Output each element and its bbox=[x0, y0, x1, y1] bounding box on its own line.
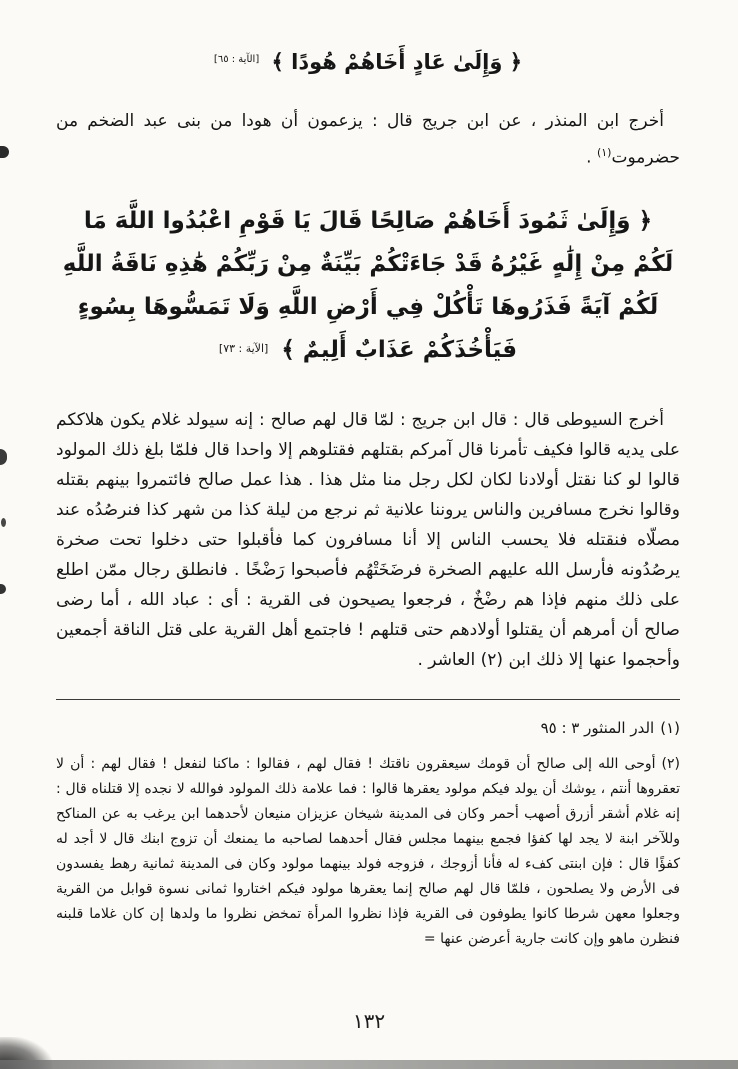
header-verse bbox=[56, 50, 680, 74]
intro-ending: . bbox=[586, 147, 597, 168]
quran-passage bbox=[56, 200, 680, 375]
scan-edge-shadow bbox=[0, 1060, 738, 1069]
narration-paragraph: أخرج السيوطى قال : قال ابن جريج : لمّا قال لهم صالح : إنه سيولد غلام يكون هلاككم على يديه قالوا فكيف تأمرنا قال آمركم بقتلهم فقتلوهم إلا واحدا قال فلمّا بلغ ذلك المولود قالوا لو كنا نقتل أولادنا لكان لكل رجل منا مثل هذا . هذا عمل صالح فائتمروا بينهم بقتله وقالوا نخرج مسافرين والناس يروننا علانية ثم نرجع من ليلة كذا من شهر كذا فنرصُدُه عند مصلّاه فنقتله فلا يحسب الناس إلا أنا مسافرون كما فأقبلوا حتى دخلوا تحت صخرة يرصُدُونه فأرسل الله عليهم الصخرة فرضَخَتْهُم فأصبحوا رَضْخًا . فانطلق رجال ممّن اطلع على ذلك منهم فإذا هم رضْخٌ ، فرجعوا يصيحون فى القرية : أى : عباد الله ، أما رضى صالح أن أمرهم أن يقتلوا أولادهم حتى قتلهم ! فاجتمع أهل القرية على قتل الناقة أجمعين وأحجموا عنها إلا ذلك ابن (٢) العاشر . bbox=[56, 409, 680, 670]
footnote-ref-1: (١) bbox=[596, 146, 612, 159]
footnote-2-marker: (٢) bbox=[661, 755, 680, 772]
intro-paragraph bbox=[56, 106, 680, 174]
page-number: ١٣٢ bbox=[352, 1009, 386, 1033]
footnote-2-text: أوحى الله إلى صالح أن قومك سيعقرون ناقتك ! فقال لهم ، فقالوا : ماكنا لنفعل ! فقال لهم : أن لا تعقروها أنتم ، يوشك أن يولد فيكم مولود يعقرها قالوا : فما علامة ذلك المولود فوالله لا نجده إلا قتلناه قال : إنه غلام أشقر أزرق أصهب أحمر وكان فى المدينة شيخان عزيزان منيعان لأحدهما ابن يرغب به عن المناكح وللآخر ابنة لا يجد لها كفؤا فجمع بينهما مجلس فقال أحدهما لصاحبه ما يمنعك أن تزوج ابنك قال لا أجد له كفؤًا قال : فإن ابنتى كفء له فأنا أزوجك ، فزوجه فولد بينهما مولود وكان فى المدينة ثمانية رهط يفسدون فى الأرض ولا يصلحون ، فلمّا قال لهم صالح إنما يعقرها مولود فيكم اختاروا ثمانى نسوة قوابل من القرية وجعلوا معهن شرطا كانوا يطوفون فى القرية فإذا نظروا المرأة تمخض نظروا ما ولدها إن كان غلاما قلبنه فنظرن ماهو وإن كانت جارية أعرضن عنها = bbox=[56, 755, 680, 947]
header-verse-reference: [الآية : ٦٥] bbox=[213, 54, 260, 65]
quran-passage-reference: [الآية : ٧٣] bbox=[218, 341, 269, 355]
footnote-1-text: الدر المنثور ٣ : ٩٥ bbox=[540, 718, 655, 737]
header-verse-text: ﴿ وَإِلَىٰ عَادٍ أَخَاهُمْ هُودًا ﴾ bbox=[271, 50, 523, 74]
intro-text: أخرج ابن المنذر ، عن ابن جريج قال : يزعمون أن هودا من بنى عبد الضخم من حضرموت bbox=[56, 111, 680, 168]
footnote-1-marker: (١) bbox=[660, 718, 680, 737]
footnote-divider bbox=[56, 699, 680, 700]
quran-passage-text: ﴿ وَإِلَىٰ ثَمُودَ أَخَاهُمْ صَالِحًا قَالَ يَا قَوْمِ اعْبُدُوا اللَّهَ مَا لَكُمْ مِنْ إِلَٰهٍ غَيْرُهُ قَدْ جَاءَتْكُمْ بَيِّنَةٌ مِنْ رَبِّكُمْ هَٰذِهِ نَاقَةُ اللَّهِ لَكُمْ آيَةً فَذَرُوهَا تَأْكُلْ فِي أَرْضِ اللَّهِ وَلَا تَمَسُّوهَا بِسُوءٍ فَيَأْخُذَكُمْ عَذَابٌ أَلِيمٌ ﴾ bbox=[62, 207, 674, 363]
scan-artifact bbox=[1, 518, 6, 527]
footnote-1 bbox=[56, 716, 680, 740]
footnote-2 bbox=[56, 752, 680, 952]
